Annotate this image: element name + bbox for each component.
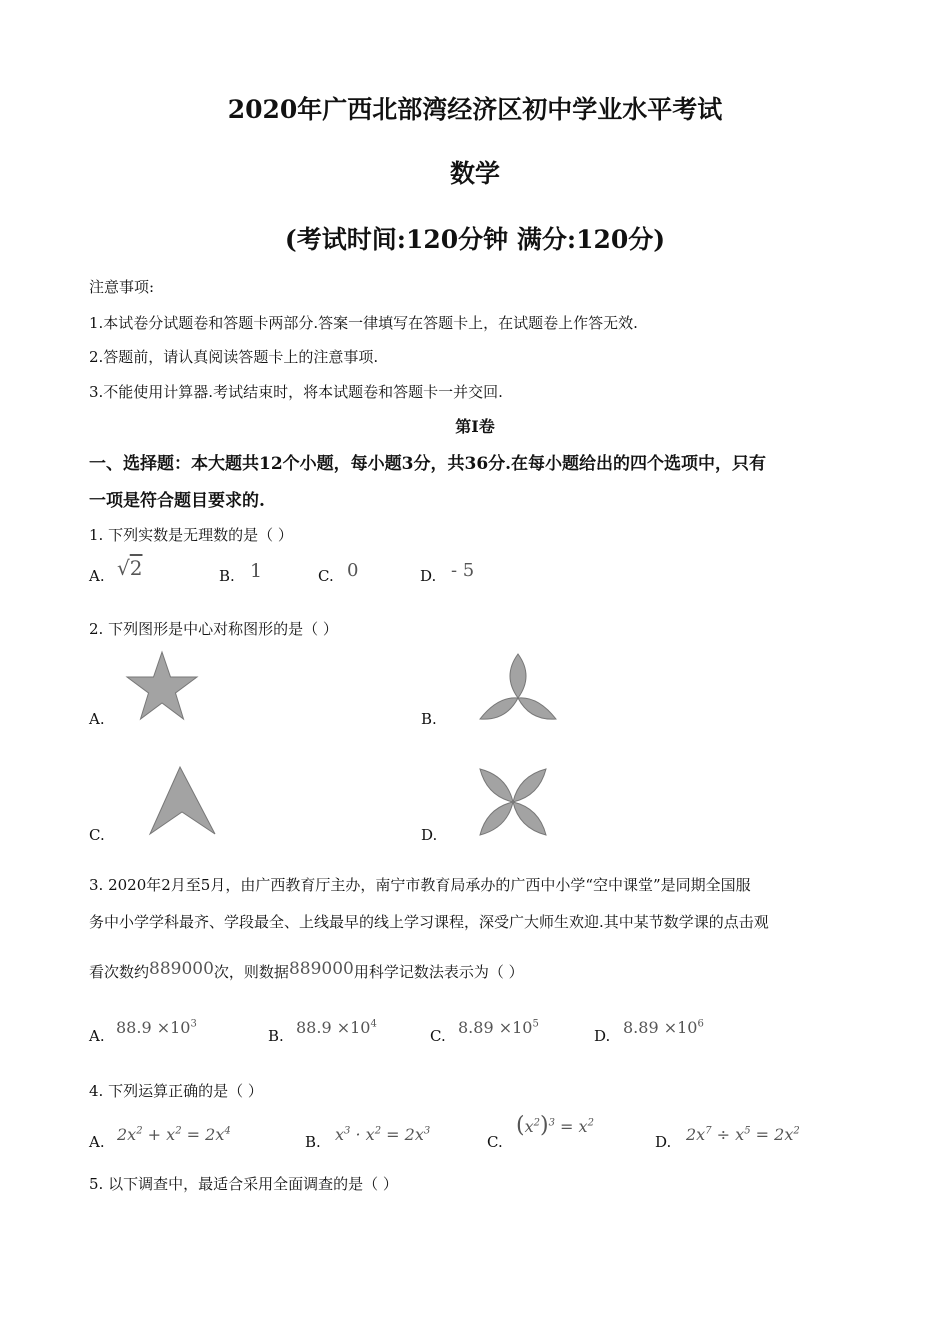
q3-option-d-exp: 6 bbox=[697, 1018, 704, 1030]
three-petal-shape-icon bbox=[478, 652, 558, 722]
q3-option-a-base: 88.9 ×10 bbox=[116, 1018, 191, 1037]
q4-option-b-label: B. bbox=[305, 1133, 321, 1151]
q2-option-a-label: A. bbox=[89, 710, 105, 728]
q3-option-b-value bbox=[296, 1018, 377, 1037]
q1-option-c-label: C. bbox=[318, 567, 334, 585]
q3-option-a-exp: 3 bbox=[190, 1018, 197, 1030]
q3-number-1: 889000 bbox=[149, 959, 214, 979]
q3-line3-part-a: 看次数约 bbox=[89, 963, 150, 981]
q3-option-b-label: B. bbox=[268, 1027, 284, 1045]
q4-option-c-formula: $(x^2)^3 = x^2$ bbox=[516, 1113, 594, 1138]
q2-option-b-label: B. bbox=[421, 710, 437, 728]
q4-option-b-formula: $x^3 \cdot x^2 = 2x^3$ bbox=[335, 1125, 431, 1144]
q3-option-b-exp: 4 bbox=[370, 1018, 377, 1030]
q1-option-a-value bbox=[117, 556, 142, 580]
q1-option-a-label: A. bbox=[89, 567, 105, 585]
q3-option-c-base: 8.89 ×10 bbox=[458, 1018, 533, 1037]
q3-option-c-value bbox=[458, 1018, 539, 1037]
q2-stem: 2. 下列图形是中心对称图形的是（ ） bbox=[89, 620, 338, 638]
section1-line2: 一项是符合题目要求的. bbox=[89, 491, 265, 511]
four-petal-shape-icon bbox=[477, 766, 549, 838]
q1-option-b-value: 1 bbox=[250, 560, 263, 582]
part-title: 第Ⅰ卷 bbox=[455, 417, 495, 436]
q1-option-d-value: - 5 bbox=[451, 560, 475, 581]
q3-option-d-value bbox=[623, 1018, 704, 1037]
q4-option-c-label: C. bbox=[487, 1133, 503, 1151]
q1-option-c-value: 0 bbox=[347, 560, 359, 581]
q3-line2: 务中小学学科最齐、学段最全、上线最早的线上学习课程，深受广大师生欢迎.其中某节数学课的点击观 bbox=[89, 913, 769, 931]
q3-option-c-exp: 5 bbox=[532, 1018, 539, 1030]
q3-option-a-value bbox=[116, 1018, 197, 1037]
q4-stem: 4. 下列运算正确的是（ ） bbox=[89, 1082, 263, 1100]
q1-option-a-radicand: 2 bbox=[129, 556, 143, 580]
q3-line3 bbox=[89, 961, 524, 982]
q3-option-c-label: C. bbox=[430, 1027, 446, 1045]
q3-option-d-label: D. bbox=[594, 1027, 611, 1045]
note-item-1: 1.本试卷分试题卷和答题卡两部分.答案一律填写在答题卡上，在试题卷上作答无效. bbox=[89, 314, 638, 332]
q4-option-a-formula: $2x^2 + x^2 = 2x^4$ bbox=[117, 1125, 231, 1144]
note-item-3: 3.不能使用计算器.考试结束时，将本试题卷和答题卡一并交回. bbox=[89, 383, 503, 401]
q3-number-2: 889000 bbox=[288, 959, 354, 979]
star-shape-icon bbox=[125, 650, 199, 722]
exam-info: (考试时间:120分钟 满分:120分) bbox=[284, 225, 666, 254]
q2-option-c-label: C. bbox=[89, 826, 105, 844]
q3-option-d-base: 8.89 ×10 bbox=[623, 1018, 698, 1037]
sqrt-symbol: √ bbox=[117, 556, 130, 580]
section1-line1: 一、选择题：本大题共12个小题，每小题3分，共36分.在每小题给出的四个选项中，只有 bbox=[89, 454, 767, 474]
q1-option-d-label: D. bbox=[420, 567, 437, 585]
q1-stem: 1. 下列实数是无理数的是（ ） bbox=[89, 526, 293, 544]
q3-line1: 3. 2020年2月至5月，由广西教育厅主办，南宁市教育局承办的广西中小学“空中课堂”是同期全国服 bbox=[89, 876, 751, 894]
q3-option-b-base: 88.9 ×10 bbox=[296, 1018, 371, 1037]
subject-title: 数学 bbox=[449, 159, 500, 188]
q2-option-d-label: D. bbox=[421, 826, 438, 844]
arrowhead-shape-icon bbox=[147, 765, 217, 837]
exam-title: 2020年广西北部湾经济区初中学业水平考试 bbox=[227, 95, 723, 124]
q5-stem: 5. 以下调查中，最适合采用全面调查的是（ ） bbox=[89, 1175, 398, 1193]
notes-heading: 注意事项: bbox=[89, 278, 155, 296]
q3-line3-part-b: 次，则数据 bbox=[213, 963, 289, 981]
q4-option-d-label: D. bbox=[655, 1133, 672, 1151]
q3-option-a-label: A. bbox=[89, 1027, 105, 1045]
q3-line3-part-c: 用科学记数法表示为（ ） bbox=[353, 963, 524, 981]
q4-option-d-formula: $2x^7 \div x^5 = 2x^2$ bbox=[686, 1125, 800, 1144]
q4-option-a-label: A. bbox=[89, 1133, 105, 1151]
note-item-2: 2.答题前，请认真阅读答题卡上的注意事项. bbox=[89, 348, 379, 366]
q1-option-b-label: B. bbox=[219, 567, 235, 585]
